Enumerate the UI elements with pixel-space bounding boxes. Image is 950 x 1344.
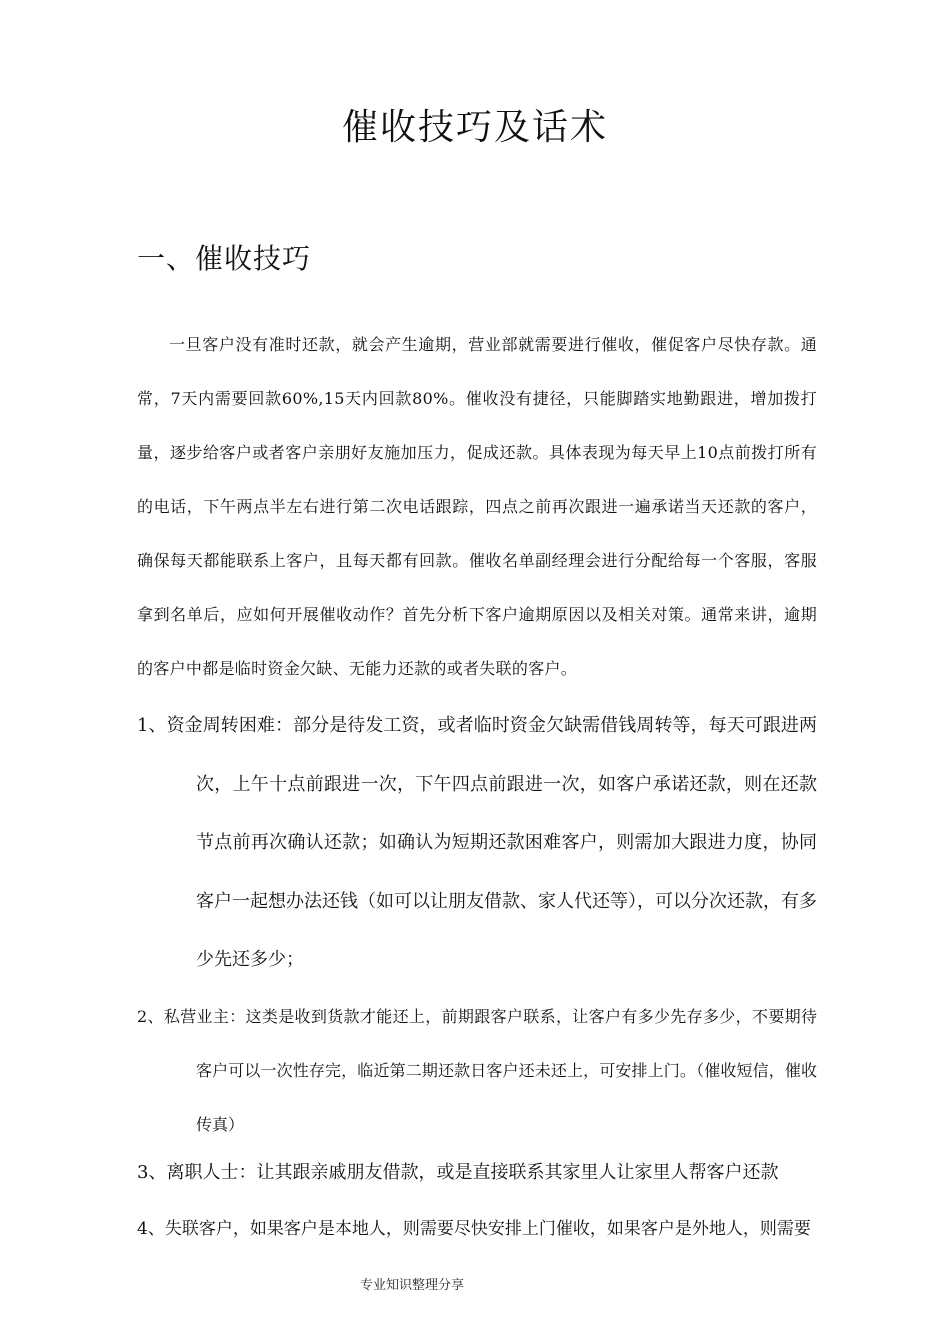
list-item-capital-turnover: 1、资金周转困难：部分是待发工资，或者临时资金欠缺需借钱周转等，每天可跟进两次，上午十点前跟进一次，下午四点前跟进一次，如客户承诺还款，则在还款节点前再次确认还款；如确认为短期还款困难客户，则需加大跟进力度，协同客户一起想办法还钱（如可以让朋友借款、家人代还等），可以分次还款，有多少先还多少； — [137, 715, 817, 971]
list-item-lost-contact-customer: 4、失联客户，如果客户是本地人，则需要尽快安排上门催收，如果客户是外地人，则需要 — [137, 1219, 811, 1239]
page-footer: 专业知识整理分享 — [360, 1278, 465, 1293]
section-heading: 一、催收技巧 — [137, 242, 312, 275]
document-title: 催收技巧及话术 — [341, 107, 608, 148]
list-item-private-business-owner: 2、私营业主：这类是收到货款才能还上，前期跟客户联系，让客户有多少先存多少，不要期待客户可以一次性存完，临近第二期还款日客户还未还上，可安排上门。（催收短信，催收传真） — [137, 1007, 817, 1134]
list-item-resigned-person: 3、离职人士：让其跟亲戚朋友借款，或是直接联系其家里人让家里人帮客户还款 — [137, 1162, 779, 1183]
intro-paragraph: 一旦客户没有准时还款，就会产生逾期，营业部就需要进行催收，催促客户尽快存款。通常，7天内需要回款60%,15天内回款80%。催收没有捷径，只能脚踏实地勤跟进，增加拨打量，逐步给客户或者客户亲朋好友施加压力，促成还款。具体表现为每天早上10点前拨打所有的电话，下午两点半左右进行第二次电话跟踪，四点之前再次跟进一遍承诺当天还款的客户，确保每天都能联系上客户，且每天都有回款。催收名单副经理会进行分配给每一个客服，客服拿到名单后，应如何开展催收动作？首先分析下客户逾期原因以及相关对策。通常来讲，逾期的客户中都是临时资金欠缺、无能力还款的或者失联的客户。 — [137, 335, 817, 678]
